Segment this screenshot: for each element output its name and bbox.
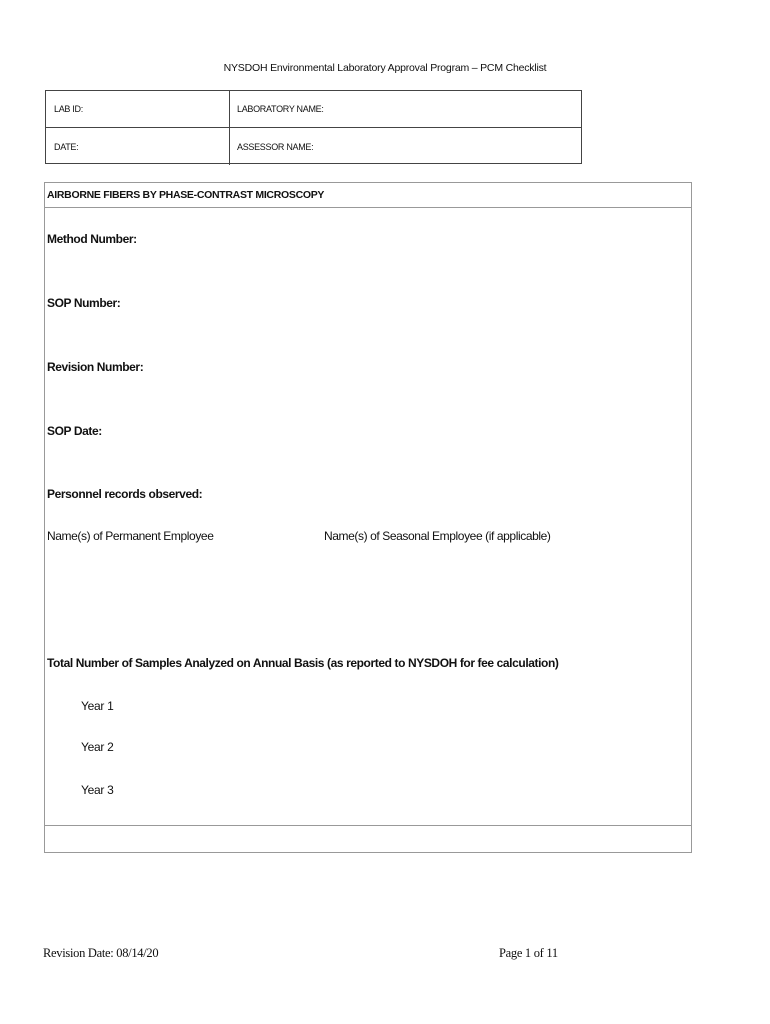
checklist-section bbox=[44, 182, 692, 853]
year-3-label: Year 3 bbox=[81, 783, 114, 797]
lab-id-table bbox=[45, 90, 582, 164]
sop-number-label: SOP Number: bbox=[47, 296, 121, 310]
personnel-records-label: Personnel records observed: bbox=[47, 487, 203, 501]
permanent-employee-label: Name(s) of Permanent Employee bbox=[47, 529, 214, 543]
laboratory-name-field[interactable]: LABORATORY NAME: bbox=[237, 104, 324, 114]
assessor-name-field[interactable]: ASSESSOR NAME: bbox=[237, 141, 314, 152]
revision-date: Revision Date: 08/14/20 bbox=[43, 946, 159, 960]
id-table-row bbox=[46, 91, 581, 128]
sop-date-label: SOP Date: bbox=[47, 424, 102, 438]
page-number: Page 1 of 11 bbox=[499, 946, 558, 960]
revision-number-label: Revision Number: bbox=[47, 360, 144, 374]
annual-samples-label: Total Number of Samples Analyzed on Annual Basis (as reported to NYSDOH for fee calculation) bbox=[47, 656, 559, 670]
section-divider bbox=[45, 825, 691, 826]
date-field[interactable]: DATE: bbox=[46, 128, 230, 165]
seasonal-employee-label: Name(s) of Seasonal Employee (if applicable) bbox=[324, 529, 551, 543]
lab-id-field[interactable]: LAB ID: bbox=[46, 91, 230, 127]
section-title: AIRBORNE FIBERS BY PHASE-CONTRAST MICROSCOPY bbox=[45, 183, 691, 208]
year-1-label: Year 1 bbox=[81, 699, 114, 713]
method-number-label: Method Number: bbox=[47, 232, 137, 246]
year-2-label: Year 2 bbox=[81, 740, 114, 754]
id-table-row bbox=[46, 128, 581, 165]
page-header-title: NYSDOH Environmental Laboratory Approval Program – PCM Checklist bbox=[223, 62, 547, 74]
